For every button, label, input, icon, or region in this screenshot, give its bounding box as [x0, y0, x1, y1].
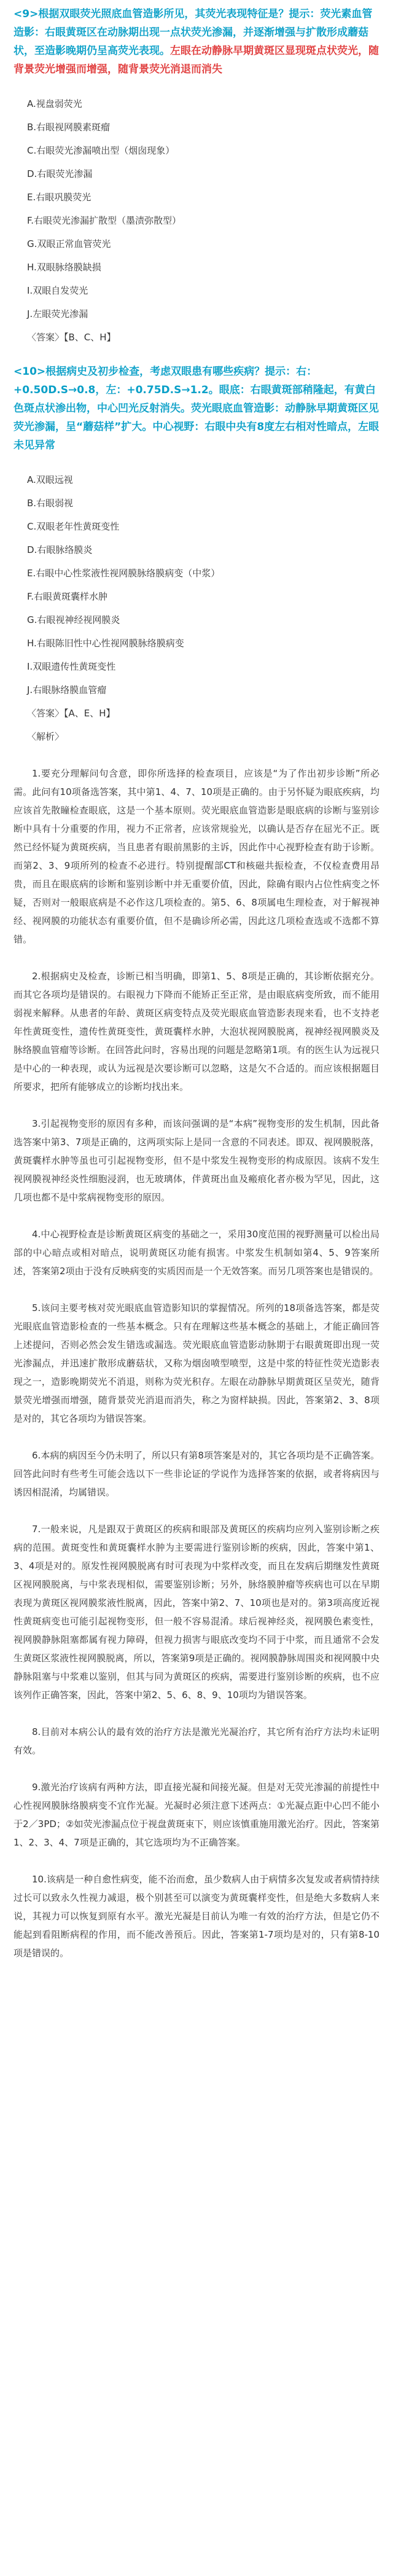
option-b: B.右眼弱视 [27, 498, 74, 509]
option-i: I.双眼遗传性黄斑变性 [27, 661, 116, 672]
option-d: D.右眼脉络膜炎 [27, 544, 93, 555]
option-a: A.视盘弱荧光 [27, 98, 82, 109]
analysis-paragraph: 5.该问主要考核对荧光眼底血管造影知识的掌握情况。所列的18项备选答案，都是荧光眼底血管造影检查的一些基本概念。只有在理解这些基本概念的基础上，才能正确回答上述提问，否则必然会发生错选或漏选。荧光眼底血管造影动脉期于右眼黄斑即出现一荧光渗漏点，并迅速扩散形成蘑菇状，又称为烟囱喷型喷型，这是中浆的特征性荧光造影表现之一，造影晚期荧光不消退，则称为荧光积存。左眼在动静脉早期黄斑区呈荧光，随背景荧光增强而增强，随背景荧光消退而消失，称之为窗样缺损。因此，答案第2、3、8项是对的，其它各项均为错误答案。 [14, 1302, 379, 1424]
document [0, 5, 393, 1962]
analysis-paragraph: 10.该病是一种自愈性病变，能不治而愈，虽少数病人由于病情多次复发或者病情持续过长可以致永久性视力减退，极个别甚至可以演变为黄斑囊样变性，但是绝大多数病人来说，其视力可以恢复到原有水平。激光光凝是目前认为唯一有效的治疗方法，但是它仍不能起到看阻断病程的作用，而不能改善预后。因此，答案第1-7项均是对的，只有第8-10项是错误的。 [14, 1874, 379, 1959]
option-g: G.右眼视神经视网膜炎 [27, 614, 120, 625]
option-e: E.右眼巩膜荧光 [27, 192, 91, 203]
question-10-options [14, 468, 379, 748]
question-9-stem: <9>根据双眼荧光照底血管造影所见，其荧光表现特征是？提示：荧光素血管造影：右眼黄斑区在动脉期出现一点状荧光渗漏，并逐渐增强与扩散形成蘑菇状，至造影晚期仍呈高荧光表现。 [14, 8, 373, 57]
question-9-options [14, 92, 379, 349]
option-c: C.右眼荧光渗漏喷出型（烟囱现象） [27, 145, 175, 156]
question-10-answer: 〈答案〉【A、E、H】 [27, 708, 115, 719]
option-f: F.右眼荧光渗漏扩散型（墨渍弥散型） [27, 215, 181, 226]
option-h: H.右眼陈旧性中心性视网膜脉络膜病变 [27, 638, 184, 649]
analysis-label: 〈解析〉 [27, 731, 64, 742]
question-10-hint: +0.50D.S→0.8，左：+0.75D.S→1.2。眼底：右眼黄斑部稍隆起，有黄白色斑点状渗出物，中心凹光反射消失。荧光眼底血管造影：动静脉早期黄斑区见荧光渗漏，呈“蘑菇样”扩大。中心视野：右眼中央有8度左右相对性暗点，左眼未见异常 [14, 384, 379, 452]
option-d: D.右眼荧光渗漏 [27, 168, 93, 179]
analysis-paragraph: 1.要充分理解问句含意，即你所选择的检查项目，应该是“为了作出初步诊断”所必需。此问有10项备选答案，其中第1、4、7、10项是正确的。由于另怀疑为眼底疾病，均应该首先散瞳检查眼底，这是一个基本原则。荧光眼底血管造影是眼底病的诊断与鉴别诊断中具有十分重要的作用，视力不正常者，应该常规验光，以确认是否存在屈光不正。既然已经怀疑为黄斑疾病，当且患者有眼前黑影的主诉，因此作中心视野检查有助于诊断。而第2、3、9项所列的检查不必进行。特别提醒部CT和核磁共振检查，不仅检查费用昂贵，而且在眼底病的诊断和鉴别诊断中并无重要价值，因此，除确有眼内占位性病变之怀疑，否则对一般眼底病是不必作这几项检查的。第5、6、8项属电生理检查，对于解视神经、视网膜的功能状态有重要价值，但不是确诊所必需，因此这几项检查选或不选都不算错。 [14, 768, 379, 945]
option-h: H.双眼脉络膜缺损 [27, 262, 101, 273]
analysis-paragraph: 3.引起视物变形的原因有多种，而该问强调的是“本病”视物变形的发生机制，因此备选答案中第3、7项是正确的，这两项实际上是同一含意的不同表述。即双、视网膜脱落，黄斑囊样水肿等虽也可引起视物变形，但不是中浆发生视物变形的构成原因。该病不发生视网膜视神经炎性细胞浸润，也无玻璃体，伴黄斑出血及瘢痕化者亦极为罕见，因此，这几项也都不是中浆病视物变形的原因。 [14, 1118, 379, 1203]
question-9-answer: 〈答案〉【B、C、H】 [27, 332, 116, 343]
option-f: F.右眼黄斑囊样水肿 [27, 591, 107, 602]
option-e: E.右眼中心性浆液性视网膜脉络膜病变（中浆） [27, 568, 220, 579]
analysis-paragraph: 9.激光治疗该病有两种方法，即直接光凝和间接光凝。但是对无荧光渗漏的前提性中心性视网膜脉络膜病变不宜作光凝。光凝时必须注意下述两点：①光凝点距中心凹不能小于2／3PD；②如荧光渗漏点位于视盘黄斑束下，则应该慎重施用激光治疗。因此，答案第1、2、3、4、7项是正确的，其它选项均为不正确答案。 [14, 1782, 379, 1848]
option-c: C.双眼老年性黄斑变性 [27, 521, 120, 532]
analysis-paragraph: 6.本病的病因至今仍未明了，所以只有第8项答案是对的，其它各项均是不正确答案。回答此问时有些考生可能会选以下一些非论证的学说作为选择答案的依据，或者将病因与诱因相混淆，均属错误。 [14, 1450, 379, 1498]
question-9 [14, 5, 379, 79]
question-10 [14, 362, 379, 455]
option-g: G.双眼正常血管荧光 [27, 238, 111, 249]
option-b: B.右眼视网膜素斑瘤 [27, 122, 111, 133]
option-a: A.双眼远视 [27, 474, 73, 485]
analysis-paragraph: 4.中心视野检查是诊断黄斑区病变的基础之一，采用30度范围的视野测量可以检出局部的中心暗点或相对暗点，说明黄斑区功能有损害。中浆发生机制如第4、5、9答案所述，答案第2项由于没有反映病变的实质因而是一个无效答案。而另几项答案也是错误的。 [14, 1229, 379, 1277]
analysis-paragraph: 2.根据病史及检查，诊断已相当明确，即第1、5、8项是正确的，其诊断依据充分。而其它各项均是错误的。右眼视力下降而不能矫正至正常，是由眼底病变所致，而不能用弱视来解释。从患者的年龄、黄斑区病变特点及荧光眼底血管造影表现来看，也不支持老年性黄斑变性，遗传性黄斑变性，黄斑囊样水肿，大泡状视网膜脱离，视神经视网膜炎及脉络膜血管瘤等诊断。在回答此问时，容易出现的问题是忽略第1项。有的医生认为远视只是中心的一种表现，或认为远视是次要诊断可以忽略，这是欠不合适的。而应该根据题目所要求，把所有能够成立的诊断均找出来。 [14, 971, 379, 1092]
analysis-section [14, 764, 379, 1962]
option-j: J.右眼脉络膜血管瘤 [27, 684, 107, 695]
option-j: J.左眼荧光渗漏 [27, 308, 88, 319]
option-i: I.双眼自发荧光 [27, 285, 88, 296]
question-9-hint-highlight: 左眼在动静脉早期黄斑区显现斑点状荧光，随背景荧光增强而增强，随背景荧光消退而消失 [14, 45, 379, 76]
question-10-stem: <10>根据病史及初步检查，考虑双眼患有哪些疾病？提示：右： [14, 366, 317, 378]
analysis-paragraph: 8.目前对本病公认的最有效的治疗方法是激光光凝治疗，其它所有治疗方法均未证明有效。 [14, 1726, 379, 1756]
analysis-paragraph: 7.一般来说，凡是跟双于黄斑区的疾病和眼部及黄斑区的疾病均应列入鉴别诊断之疾病的范围。黄斑变性和黄斑囊样水肿为主要需进行鉴别诊断的疾病，因此，答案中第1、3、4项是对的。原发性视网膜脱离有时可表现为中浆样改变，而且在发病后期继发性黄斑区视网膜脱离，与中浆表现相似，需要鉴别诊断；另外，脉络膜肿瘤等疾病也可以在早期表现为黄斑区视网膜浆液性脱离，因此，答案中第2、7、10项也是对的。第3项高度近视性黄斑病变也可能引起视物变形，但一般不容易混淆。球后视神经炎，视网膜色素变性，视网膜静脉阻塞都属有视力障碍，但视力损害与眼底改变均不同于中浆，而且通常不会发生黄斑区浆液性视网膜脱离，所以，答案第9项是正确的。视网膜静脉周围炎和视网膜中央静脉阻塞与中浆难以鉴别，但其与同为黄斑区的疾病，需要进行鉴别诊断的疾病，也不应该列作正确答案，因此，答案中第2、5、6、8、9、10项均为错误答案。 [14, 1524, 379, 1701]
